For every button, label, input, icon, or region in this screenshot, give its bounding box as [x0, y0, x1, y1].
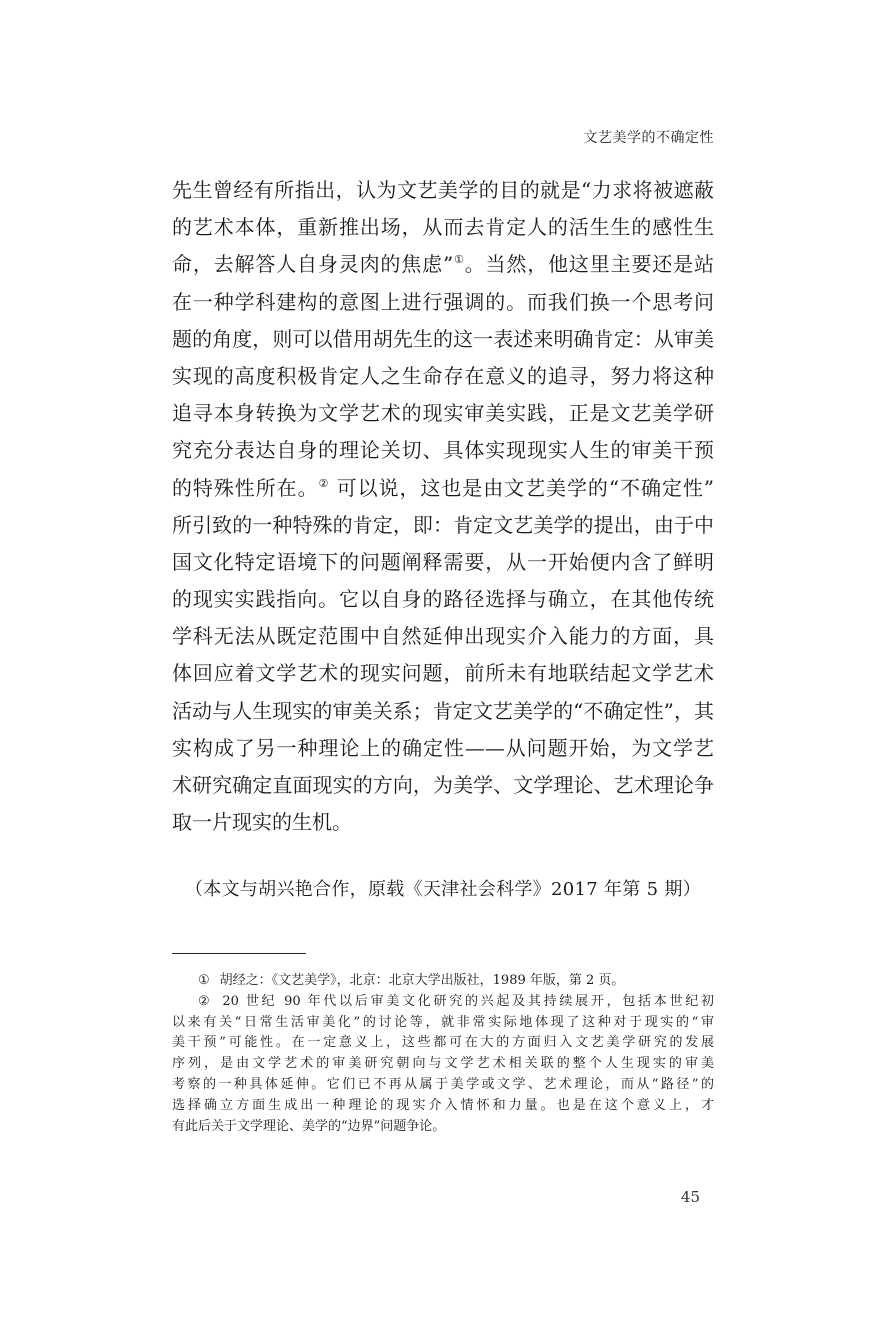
footnote-ref-2[interactable]: ②	[318, 476, 330, 490]
body-line: 在一种学科建构的意图上进行强调的。而我们换一个思考问	[172, 289, 714, 314]
running-header: 文艺美学的不确定性	[583, 130, 714, 146]
footnotes	[172, 971, 714, 1137]
footnote-text: 20 世纪 90 年代以后审美文化研究的兴起及其持续展开，包括本世纪初	[222, 993, 715, 1009]
footnote-marker: ①	[198, 973, 210, 988]
body-line-segment: 可以说，这也是由文艺美学的“不确定性”	[329, 475, 714, 500]
footnote-2-line: 选择确立方面生成出一种理论的现实介入情怀和力量。也是在这个意义上，才	[172, 1097, 714, 1113]
footnote-ref-1[interactable]: ①	[453, 253, 465, 267]
body-line: 所引致的一种特殊的肯定，即：肯定文艺美学的提出，由于中	[172, 512, 714, 537]
body-line: 实现的高度积极肯定人之生命存在意义的追寻，努力将这种	[172, 363, 714, 388]
footnote-marker: ②	[198, 993, 213, 1009]
body-line-segment: 的特殊性所在。	[172, 475, 319, 500]
body-line	[172, 470, 714, 507]
body-line: 学科无法从既定范围中自然延伸出现实介入能力的方面，具	[172, 624, 714, 649]
body-line: 术研究确定直面现实的方向，为美学、文学理论、艺术理论争	[172, 773, 714, 797]
body-line-segment: 命，去解答人自身灵肉的焦虑”	[172, 252, 454, 277]
body-line: 的现实实践指向。它以自身的路径选择与确立，在其他传统	[172, 587, 714, 612]
body-text	[172, 172, 714, 841]
footnote-divider	[172, 953, 306, 954]
footnote-2-line: 考察的一种具体延伸。它们已不再从属于美学或文学、艺术理论，而从“路径”的	[172, 1076, 714, 1092]
body-line-segment: 。当然，他这里主要还是站	[464, 252, 714, 277]
body-line	[172, 246, 714, 283]
footnote-2-line: 有此后关于文学理论、美学的“边界”问题争论。	[172, 1118, 446, 1134]
footnote-2-line: 美干预”可能性。在一定意义上，这些都可在大的方面归入文艺美学研究的发展	[172, 1035, 714, 1051]
footnote-2-line	[172, 992, 714, 1013]
footnote-2-line: 序列，是由文学艺术的审美研究朝向与文学艺术相关联的整个人生现实的审美	[172, 1056, 714, 1072]
body-line: 先生曾经有所指出，认为文艺美学的目的就是“力求将被遮蔽	[172, 178, 714, 202]
footnote-text: 胡经之：《文艺美学》，北京：北京大学出版社，1989 年版，第 2 页。	[219, 973, 625, 988]
body-line: 实构成了另一种理论上的确定性——从问题开始，为文学艺	[172, 735, 714, 760]
page-number: 45	[680, 1188, 700, 1206]
body-line: 国文化特定语境下的问题阐释需要，从一开始便内含了鲜明	[172, 549, 714, 574]
source-note: （本文与胡兴艳合作，原载《天津社会科学》2017 年第 5 期）	[184, 879, 702, 900]
body-line: 究充分表达自身的理论关切、具体实现现实人生的审美干预	[172, 438, 714, 463]
footnote-2-line: 以来有关“日常生活审美化”的讨论等，就非常实际地体现了这种对于现实的“审	[172, 1014, 714, 1030]
footnote-1	[172, 971, 714, 992]
body-line: 活动与人生现实的审美关系；肯定文艺美学的“不确定性”，其	[172, 698, 714, 723]
body-line: 的艺术本体，重新推出场，从而去肯定人的活生生的感性生	[172, 215, 714, 240]
body-line: 追寻本身转换为文学艺术的现实审美实践，正是文艺美学研	[172, 401, 714, 426]
body-line: 题的角度，则可以借用胡先生的这一表述来明确肯定：从审美	[172, 326, 714, 351]
body-line: 取一片现实的生机。	[172, 810, 352, 835]
body-line: 体回应着文学艺术的现实问题，前所未有地联结起文学艺术	[172, 661, 714, 686]
